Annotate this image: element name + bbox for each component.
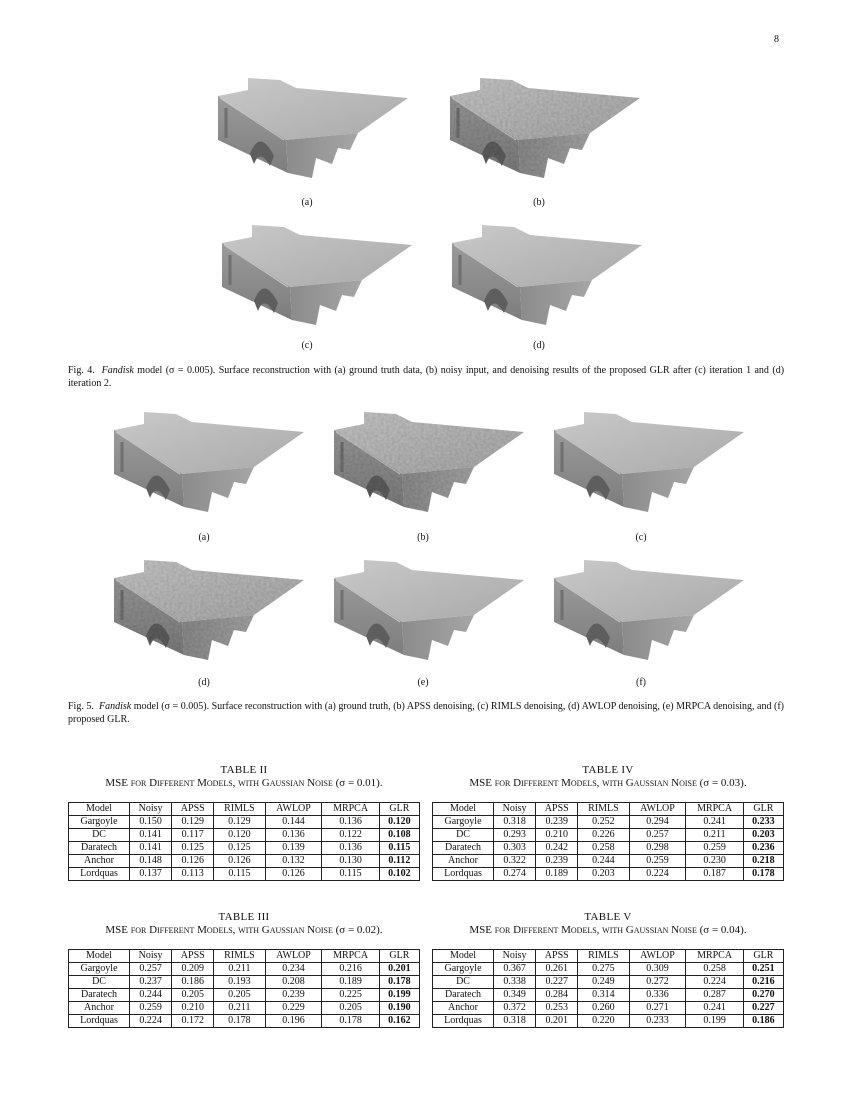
table-cell: 0.259 [686,842,743,855]
column-header: APSS [172,803,214,816]
table-cell: 0.150 [130,816,172,829]
column-header: AWLOP [265,950,322,963]
table-cell: 0.258 [686,963,743,976]
column-header: APSS [536,950,578,963]
table-cell: 0.102 [379,868,419,881]
table-cell: DC [69,829,130,842]
table-cell: DC [69,976,130,989]
table-cell: 0.205 [214,989,265,1002]
column-header: APSS [536,803,578,816]
table-row [69,855,420,868]
table-cell: 0.210 [172,1002,214,1015]
table-cell: 0.136 [322,842,379,855]
table-cell: 0.162 [379,1015,419,1028]
fig5-panel-f-image [544,560,744,668]
table-cell: 0.318 [494,816,536,829]
table-cell: 0.141 [130,842,172,855]
table-grid [432,949,784,1028]
table-cell: 0.225 [322,989,379,1002]
table-cell: 0.115 [214,868,265,881]
table-3 [68,911,420,1028]
table-cell: 0.196 [265,1015,322,1028]
column-header: MRPCA [686,803,743,816]
table-cell: 0.338 [494,976,536,989]
table-cell: 0.284 [536,989,578,1002]
table-cell: 0.172 [172,1015,214,1028]
table-cell: Gargoyle [433,816,494,829]
table-cell: 0.203 [743,829,783,842]
table-cell: 0.224 [686,976,743,989]
table-cell: 0.298 [629,842,686,855]
table-title: MSE for Different Models, with Gaussian Noise (σ = 0.02). [105,924,383,936]
table-row [433,829,784,842]
table-cell: 0.126 [265,868,322,881]
table-cell: 0.244 [130,989,172,1002]
column-header: GLR [379,803,419,816]
table-row [433,842,784,855]
table-cell: 0.260 [578,1002,629,1015]
column-header: Model [69,803,130,816]
column-header: Model [433,803,494,816]
table-cell: 0.239 [265,989,322,1002]
table-cell: 0.122 [322,829,379,842]
table-cell: 0.258 [578,842,629,855]
table-cell: 0.178 [379,976,419,989]
fig4-label-c: (c) [301,340,313,351]
table-cell: Lordquas [69,868,130,881]
table-cell: 0.125 [214,842,265,855]
table-cell: Gargoyle [69,816,130,829]
column-header: GLR [743,950,783,963]
table-cell: 0.144 [265,816,322,829]
table-cell: 0.229 [265,1002,322,1015]
table-cell: Lordquas [69,1015,130,1028]
table-cell: 0.303 [494,842,536,855]
table-cell: Daratech [433,842,494,855]
table-5 [432,911,784,1028]
fig5-panel-c-image [544,412,744,520]
table-cell: Anchor [69,855,130,868]
table-cell: 0.187 [686,868,743,881]
fig5-label-d: (d) [198,677,210,688]
fig4-panel-c-image [212,225,412,333]
table-title: MSE for Different Models, with Gaussian Noise (σ = 0.03). [469,777,747,789]
table-cell: 0.132 [265,855,322,868]
column-header: AWLOP [629,950,686,963]
table-row [433,963,784,976]
fig4-label-a: (a) [301,197,313,208]
table-cell: 0.261 [536,963,578,976]
table-cell: 0.113 [172,868,214,881]
column-header: MRPCA [322,950,379,963]
fig5-panel-e-image [324,560,524,668]
fig5-caption: Fig. 5. Fandisk model (σ = 0.005). Surface reconstruction with (a) ground truth, (b) APSS denoising, (c) RIMLS denoising, (d) AWLOP denoising, (e) MRPCA denoising, and (f) proposed GLR. [68,701,785,725]
table-cell: 0.199 [686,1015,743,1028]
fig5-label-f: (f) [636,677,646,688]
table-cell: 0.220 [578,1015,629,1028]
table-cell: 0.126 [214,855,265,868]
table-cell: 0.211 [214,1002,265,1015]
table-4 [432,764,784,881]
table-cell: 0.224 [130,1015,172,1028]
fig5-panel-d-image [104,560,304,668]
table-cell: 0.205 [322,1002,379,1015]
table-cell: Daratech [69,842,130,855]
table-row [433,1002,784,1015]
table-row [69,989,420,1002]
table-cell: 0.137 [130,868,172,881]
table-cell: 0.112 [379,855,419,868]
table-cell: 0.189 [322,976,379,989]
table-cell: 0.233 [629,1015,686,1028]
table-cell: 0.193 [214,976,265,989]
table-cell: 0.309 [629,963,686,976]
table-cell: 0.239 [536,816,578,829]
table-cell: 0.117 [172,829,214,842]
table-header-row [69,803,420,816]
table-cell: 0.190 [379,1002,419,1015]
fig5-panel-a-image [104,412,304,520]
fig4-panel-a-image [208,78,408,186]
table-cell: 0.287 [686,989,743,1002]
table-cell: 0.211 [686,829,743,842]
table-cell: 0.275 [578,963,629,976]
table-cell: 0.224 [629,868,686,881]
column-header: Noisy [494,950,536,963]
fig5-label-e: (e) [417,677,429,688]
table-cell: 0.349 [494,989,536,1002]
table-cell: 0.272 [629,976,686,989]
table-cell: 0.242 [536,842,578,855]
table-cell: 0.203 [578,868,629,881]
fig5-label-b: (b) [417,532,429,543]
table-cell: 0.216 [322,963,379,976]
table-cell: 0.209 [172,963,214,976]
fig5-panel-b-image [324,412,524,520]
table-cell: 0.227 [536,976,578,989]
table-cell: 0.230 [686,855,743,868]
table-cell: 0.314 [578,989,629,1002]
table-cell: 0.125 [172,842,214,855]
table-grid [432,802,784,881]
table-cell: Daratech [433,989,494,1002]
table-number: TABLE IV [582,764,634,776]
table-cell: 0.236 [743,842,783,855]
table-cell: Anchor [433,1002,494,1015]
table-row [69,816,420,829]
table-header-row [433,950,784,963]
table-cell: 0.252 [578,816,629,829]
fig4-label-b: (b) [533,197,545,208]
fig5-label-c: (c) [635,532,647,543]
table-cell: 0.237 [130,976,172,989]
table-cell: 0.241 [686,1002,743,1015]
table-title: MSE for Different Models, with Gaussian Noise (σ = 0.01). [105,777,383,789]
table-cell: DC [433,976,494,989]
table-cell: 0.136 [265,829,322,842]
table-cell: 0.227 [743,1002,783,1015]
table-cell: 0.218 [743,855,783,868]
table-cell: 0.239 [536,855,578,868]
column-header: Noisy [130,950,172,963]
column-header: RIMLS [578,950,629,963]
column-header: Model [433,950,494,963]
table-cell: 0.233 [743,816,783,829]
table-cell: 0.201 [379,963,419,976]
table-cell: 0.178 [214,1015,265,1028]
table-row [69,868,420,881]
table-cell: 0.271 [629,1002,686,1015]
table-cell: 0.257 [130,963,172,976]
table-title: MSE for Different Models, with Gaussian Noise (σ = 0.04). [469,924,747,936]
table-grid [68,802,420,881]
table-row [433,816,784,829]
table-number: TABLE III [218,911,270,923]
column-header: Model [69,950,130,963]
table-number: TABLE V [584,911,632,923]
table-cell: 0.178 [322,1015,379,1028]
table-cell: 0.294 [629,816,686,829]
table-cell: Lordquas [433,1015,494,1028]
column-header: AWLOP [629,803,686,816]
table-cell: 0.257 [629,829,686,842]
table-cell: 0.136 [322,816,379,829]
page-number: 8 [774,34,779,45]
column-header: GLR [379,950,419,963]
table-cell: 0.126 [172,855,214,868]
fig4-caption: Fig. 4. Fandisk model (σ = 0.005). Surface reconstruction with (a) ground truth data, (b) noisy input, and denoising results of the proposed GLR after (c) iteration 1 and (d) iteration 2. [68,365,785,389]
table-cell: 0.244 [578,855,629,868]
table-row [433,1015,784,1028]
table-2 [68,764,420,881]
table-cell: 0.293 [494,829,536,842]
table-row [69,829,420,842]
table-grid [68,949,420,1028]
table-cell: 0.318 [494,1015,536,1028]
column-header: AWLOP [265,803,322,816]
table-header-row [433,803,784,816]
table-cell: 0.186 [172,976,214,989]
table-cell: Daratech [69,989,130,1002]
table-cell: 0.120 [214,829,265,842]
table-cell: 0.199 [379,989,419,1002]
table-row [69,963,420,976]
table-row [433,868,784,881]
table-cell: 0.141 [130,829,172,842]
table-number: TABLE II [220,764,268,776]
table-cell: Anchor [69,1002,130,1015]
table-cell: 0.148 [130,855,172,868]
column-header: RIMLS [578,803,629,816]
fig5-label-a: (a) [198,532,210,543]
table-cell: 0.234 [265,963,322,976]
column-header: Noisy [494,803,536,816]
table-cell: 0.322 [494,855,536,868]
column-header: MRPCA [322,803,379,816]
table-cell: 0.274 [494,868,536,881]
column-header: MRPCA [686,950,743,963]
table-cell: 0.251 [743,963,783,976]
table-row [69,842,420,855]
table-cell: 0.372 [494,1002,536,1015]
table-cell: 0.259 [629,855,686,868]
table-cell: 0.189 [536,868,578,881]
table-cell: 0.205 [172,989,214,1002]
table-cell: 0.259 [130,1002,172,1015]
table-cell: Gargoyle [433,963,494,976]
table-cell: 0.108 [379,829,419,842]
column-header: RIMLS [214,803,265,816]
table-cell: Gargoyle [69,963,130,976]
table-row [433,976,784,989]
table-cell: 0.115 [322,868,379,881]
table-row [69,1002,420,1015]
table-cell: 0.253 [536,1002,578,1015]
table-cell: Lordquas [433,868,494,881]
table-row [69,976,420,989]
table-cell: 0.115 [379,842,419,855]
fig4-panel-d-image [442,225,642,333]
column-header: APSS [172,950,214,963]
table-cell: 0.241 [686,816,743,829]
table-cell: DC [433,829,494,842]
column-header: Noisy [130,803,172,816]
table-cell: 0.336 [629,989,686,1002]
table-cell: 0.208 [265,976,322,989]
table-cell: 0.249 [578,976,629,989]
table-cell: 0.129 [214,816,265,829]
table-cell: 0.120 [379,816,419,829]
table-cell: 0.130 [322,855,379,868]
fig4-label-d: (d) [533,340,545,351]
table-cell: 0.129 [172,816,214,829]
table-cell: 0.216 [743,976,783,989]
table-cell: Anchor [433,855,494,868]
table-row [69,1015,420,1028]
table-row [433,989,784,1002]
table-row [433,855,784,868]
table-cell: 0.226 [578,829,629,842]
table-cell: 0.210 [536,829,578,842]
table-cell: 0.186 [743,1015,783,1028]
column-header: GLR [743,803,783,816]
table-cell: 0.201 [536,1015,578,1028]
table-cell: 0.139 [265,842,322,855]
table-cell: 0.270 [743,989,783,1002]
table-cell: 0.367 [494,963,536,976]
table-header-row [69,950,420,963]
table-cell: 0.178 [743,868,783,881]
table-cell: 0.211 [214,963,265,976]
column-header: RIMLS [214,950,265,963]
fig4-panel-b-image [440,78,640,186]
